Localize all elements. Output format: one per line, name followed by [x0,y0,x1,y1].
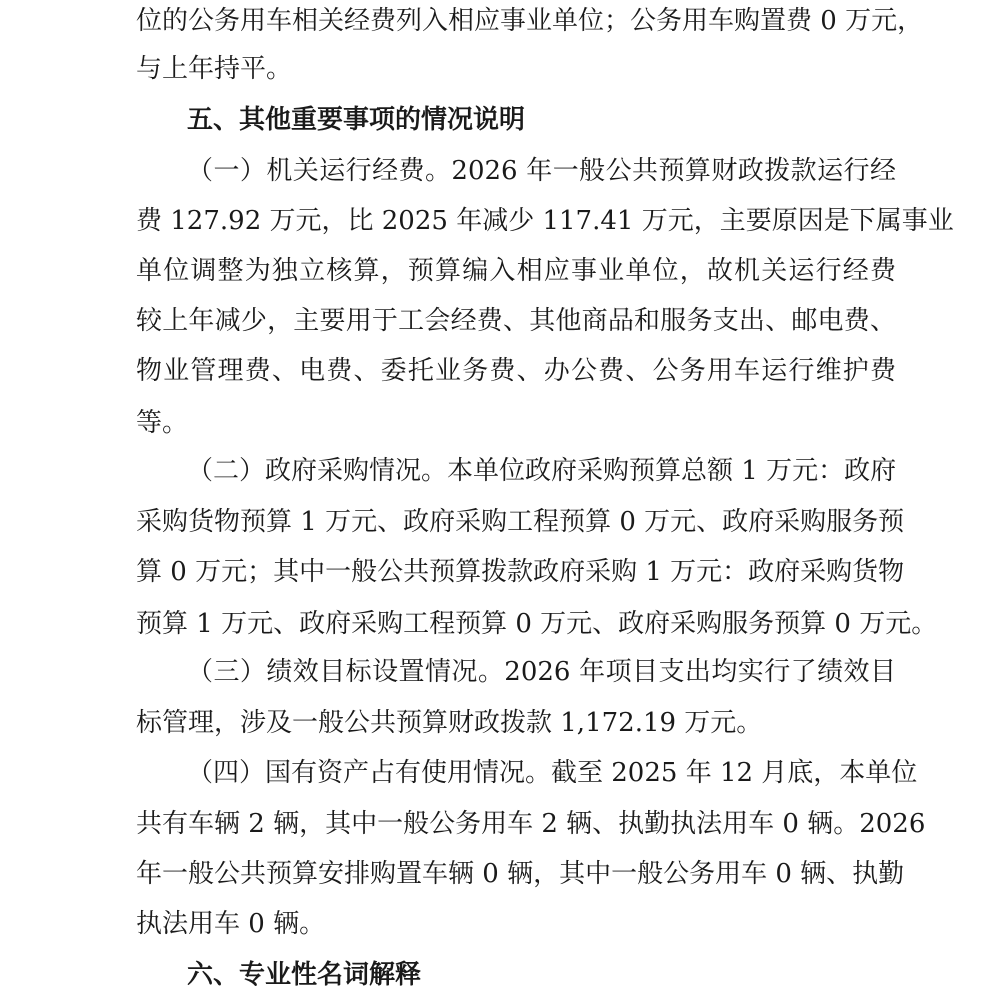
para-1-line-6: 等。 [136,408,189,438]
para-4-line-2: 共有车辆 2 辆，其中一般公务用车 2 辆、执勤执法用车 0 辆。2026 [136,809,926,839]
para-1-line-2: 费 127.92 万元，比 2025 年减少 117.41 万元，主要原因是下属事业 [136,206,954,236]
intro-line-2: 与上年持平。 [136,54,293,84]
para-1-line-5: 物业管理费、电费、委托业务费、办公费、公务用车运行维护费 [136,356,896,386]
para-3-line-1: （三）绩效目标设置情况。2026 年项目支出均实行了绩效目 [187,657,896,687]
section-heading-5: 五、其他重要事项的情况说明 [187,105,526,135]
para-1-line-1: （一）机关运行经费。2026 年一般公共预算财政拨款运行经 [187,156,896,186]
para-4-line-4: 执法用车 0 辆。 [136,909,326,939]
para-4-line-3: 年一般公共预算安排购置车辆 0 辆，其中一般公务用车 0 辆、执勤 [136,859,905,889]
para-4-line-1: （四）国有资产占有使用情况。截至 2025 年 12 月底，本单位 [187,758,918,788]
para-2-line-4: 预算 1 万元、政府采购工程预算 0 万元、政府采购服务预算 0 万元。 [136,609,938,639]
para-2-line-3: 算 0 万元；其中一般公共预算拨款政府采购 1 万元：政府采购货物 [136,557,905,587]
para-2-line-2: 采购货物预算 1 万元、政府采购工程预算 0 万元、政府采购服务预 [136,507,905,537]
para-2-line-1: （二）政府采购情况。本单位政府采购预算总额 1 万元：政府 [187,456,897,486]
section-heading-6: 六、专业性名词解释 [187,960,422,990]
para-1-line-4: 较上年减少，主要用于工会经费、其他商品和服务支出、邮电费、 [136,306,896,336]
intro-line-1: 位的公务用车相关经费列入相应事业单位；公务用车购置费 0 万元， [136,6,924,36]
para-1-line-3: 单位调整为独立核算，预算编入相应事业单位，故机关运行经费 [136,256,896,286]
para-3-line-2: 标管理，涉及一般公共预算财政拨款 1,172.19 万元。 [136,708,763,738]
